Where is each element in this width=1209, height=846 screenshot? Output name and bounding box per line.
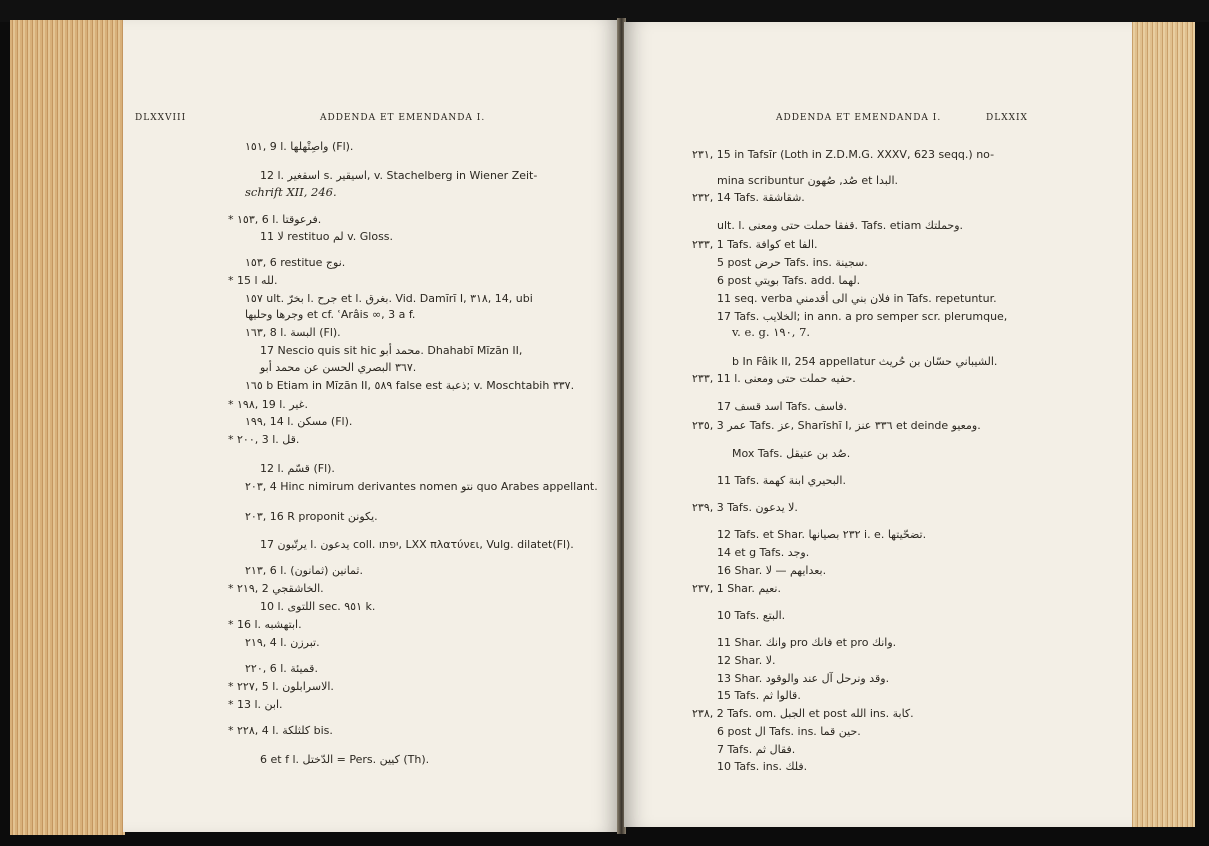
text-line: ٢٠٣, 4 Hinc nimirum derivantes nomen نتو quo Arabes appellant. xyxy=(245,480,598,493)
text-line: 5 post حرض Tafs. ins. سجينة. xyxy=(717,256,868,269)
text-line: 17 اسد قسف Tafs. فاسف. xyxy=(717,400,847,413)
text-line: ٢٢٠, 6 l. قميئة. xyxy=(245,662,318,675)
page-edges-left xyxy=(10,20,125,835)
text-line: schrift XII, 246. xyxy=(245,185,337,199)
text-line: ٢٣٣, 11 l. حفيه حملت حتى ومعنى. xyxy=(692,372,856,385)
text-line: 17 Nescio quis sit hic محمد أبو. Dhahabī Mīzān II, xyxy=(260,344,523,357)
text-line: * ١٥٣, 6 l. فرعوقتا. xyxy=(228,213,322,226)
text-line: 10 l. اللتوى sec. ٩٥١ k. xyxy=(260,600,376,613)
text-line: mina scribuntur صُد, صُهون et البدا. xyxy=(717,174,898,187)
running-head-left: ADDENDA ET EMENDANDA I. xyxy=(320,113,486,123)
text-line: 11 Tafs. البحيري ابنة كهمة. xyxy=(717,474,846,487)
running-head-right: ADDENDA ET EMENDANDA I. xyxy=(776,113,942,123)
text-line: * 13 l. ابن. xyxy=(228,698,283,711)
text-line: ٢٣٣, 1 Tafs. كوافة et الفا. xyxy=(692,238,818,251)
text-line: ٣٦٧ البصري الحسن عن محمد أبو. xyxy=(260,361,417,374)
text-line: 17 Tafs. الخلايب; in ann. a pro semper scr. plerumque, xyxy=(717,310,1008,323)
text-line: 13 Shar. وقد ونرحل آل عند والوقود. xyxy=(717,672,890,685)
text-line: ١٥١, 9 l. واصِتْهلها (Fl). xyxy=(245,140,354,153)
text-line: ١٦٣, 8 l. البسة (Fl). xyxy=(245,326,341,339)
page-edges-right xyxy=(1130,22,1195,827)
text-line: ١٩٩, 14 l. مسكن (Fl). xyxy=(245,415,353,428)
text-line: 15 Tafs. قالوا ثم. xyxy=(717,689,801,702)
text-line: ١٦٥ b Etiam in Mīzān II, ٥٨٩ false est ذعبة; v. Moschtabih ٣٣٧. xyxy=(245,379,575,392)
text-line: ult. l. قفقا حملت حتى ومعنى. Tafs. etiam وحملتك. xyxy=(717,219,964,232)
text-line: 11 لا restituo لم v. Gloss. xyxy=(260,230,394,243)
text-line: Mox Tafs. صُد بن عتيقل. xyxy=(732,447,851,460)
text-line: ٢١٩, 4 l. تبرزن. xyxy=(245,636,320,649)
text-line: 7 Tafs. فقال ثم. xyxy=(717,743,796,756)
book-shadow xyxy=(0,0,1209,22)
text-line: 6 post بويتي Tafs. add. لهما. xyxy=(717,274,861,287)
text-line: وجرها وحليها et cf. ʿArâis ∞, 3 a f. xyxy=(245,308,416,321)
text-line: 10 Tafs. ins. فلك. xyxy=(717,760,808,773)
text-line: 11 seq. verba فلان بني الى أقدمني in Tafs. repetuntur. xyxy=(717,292,997,305)
right-page xyxy=(624,22,1132,827)
text-line: * ٢٢٧, 5 l. الاسرابلون. xyxy=(228,680,334,693)
text-line: * ٢١٩, 2 الخاشقجي. xyxy=(228,582,324,595)
text-line: 12 l. اسقغير s. اسيقير, v. Stachelberg in Wiener Zeit- xyxy=(260,169,538,182)
text-line: ٢١٣, 6 l. ثمانين (ثمانون). xyxy=(245,564,363,577)
text-line: 16 Shar. بعدايهم — لا. xyxy=(717,564,827,577)
text-line: 10 Tafs. البتع. xyxy=(717,609,786,622)
text-line: ٢٣٢, 14 Tafs. شقاشقة. xyxy=(692,191,805,204)
text-line: ٢٣٨, 2 Tafs. om. الجبل et post الله ins. كابة. xyxy=(692,707,914,720)
text-line: * 16 l. ابتهشبه. xyxy=(228,618,302,631)
text-line: * 15 l لله. xyxy=(228,274,278,287)
text-line: 11 Shar. وانك pro فانك et pro وانك. xyxy=(717,636,897,649)
text-line: ٢٣٩, 3 Tafs. لا يدعون. xyxy=(692,501,798,514)
text-line: 6 et f l. الدّختل = Pers. كيين (Th). xyxy=(260,753,430,766)
text-line: * ٢٠٠, 3 l. قل. xyxy=(228,433,300,446)
text-line: 6 post ال Tafs. ins. حين قما. xyxy=(717,725,861,738)
text-line: b In Fâik II, 254 appellatur الشيباني حسّان بن حُريث. xyxy=(732,355,998,368)
text-line: ٢٣٧, 1 Shar. نعيم. xyxy=(692,582,781,595)
page-number-right: DLXXIX xyxy=(986,113,1028,123)
text-line: ٢٣١, 15 in Tafsīr (Loth in Z.D.M.G. XXXV, 623 seqq.) no- xyxy=(692,148,995,161)
page-number-left: DLXXVIII xyxy=(135,113,187,123)
text-line: 17 يرتّبون l. يدعون coll. יפתו, LXX πλατύνει, Vulg. dilatet(Fl). xyxy=(260,538,574,551)
text-line: v. e. g. ١٩٠, 7. xyxy=(732,325,811,339)
text-line: * ١٩٨, 19 l. غير. xyxy=(228,398,308,411)
text-line: 12 Shar. لا. xyxy=(717,654,776,667)
text-line: 12 Tafs. et Shar. ٢٣٢ بصيانها i. e. تضحّيتها. xyxy=(717,528,927,541)
text-line: ٢٣٥, 3 عمر Tafs. عز, Sharīshī I, ٣٣٦ عنز et deinde ومعيو. xyxy=(692,419,981,432)
text-line: 12 l. قسّم (Fl). xyxy=(260,462,335,475)
text-line: ١٥٣, 6 restitue نوج. xyxy=(245,256,346,269)
text-line: ٢٠٣, 16 R proponit يكونن. xyxy=(245,510,378,523)
text-line: 14 et g Tafs. وجد. xyxy=(717,546,810,559)
text-line: ١٥٧ ult. بخرّ l. جرح et l. بغرق. Vid. Damīrī I, ٣١٨, 14, ubi xyxy=(245,292,533,305)
text-line: * ٢٢٨, 4 l. كلثلكة bis. xyxy=(228,724,333,737)
left-page xyxy=(123,20,619,832)
